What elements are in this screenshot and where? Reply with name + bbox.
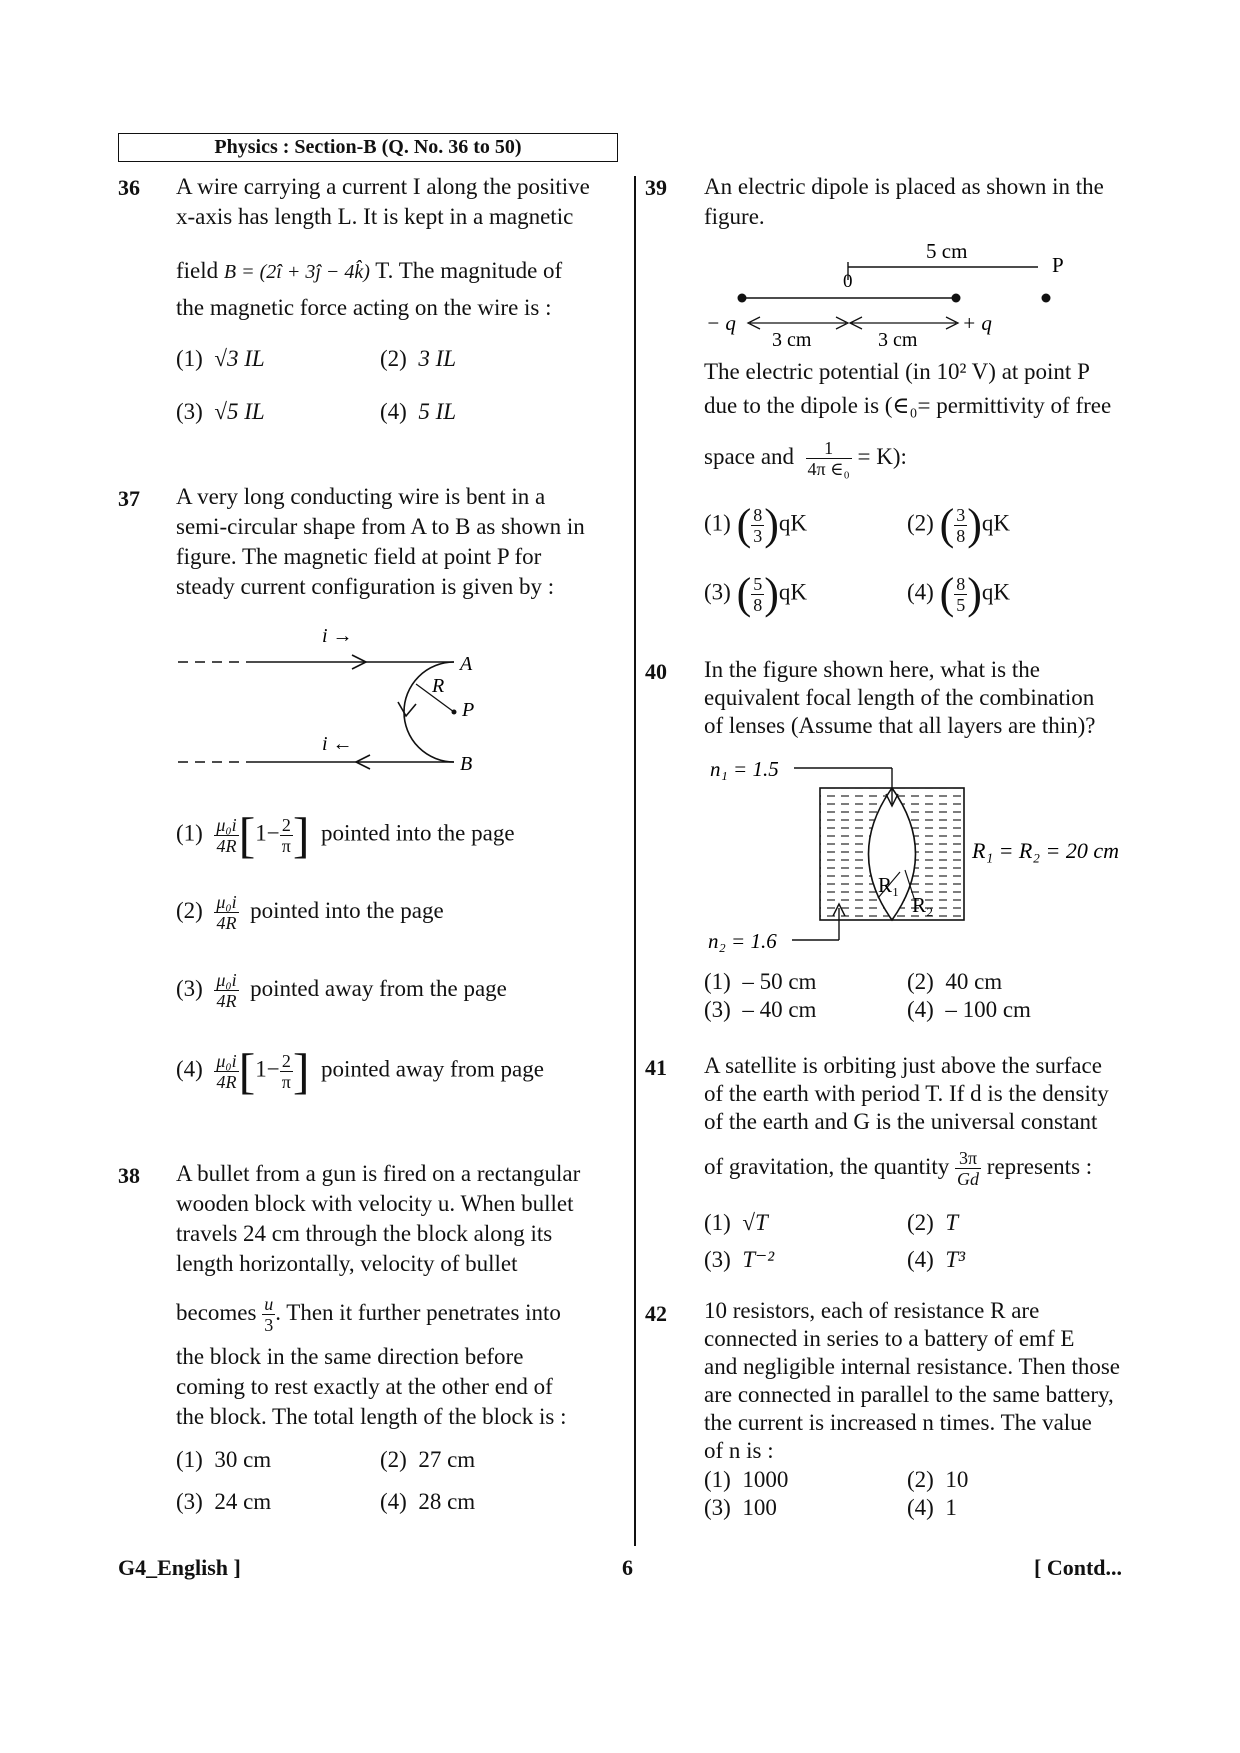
question-line: the magnetic force acting on the wire is : — [176, 295, 552, 320]
option-3[interactable]: (3) 100 — [704, 1495, 777, 1520]
option-1[interactable]: (1) √T — [704, 1210, 768, 1235]
option-2[interactable]: (2) 10 — [907, 1467, 969, 1492]
two-over-pi: $\frac{2}{\pi}$ — [281, 814, 291, 856]
n2-label: n₂ = 1.6 — [708, 929, 777, 953]
option-3[interactable]: (3) 24 cm — [176, 1489, 272, 1514]
r2-label: R₂ — [912, 893, 934, 917]
question-line: and negligible internal resistance. Then those — [704, 1354, 1120, 1379]
question-line: length horizontally, velocity of bullet — [176, 1251, 518, 1276]
question-line: the block. The total length of the block is : — [176, 1404, 567, 1429]
question-line: The electric potential (in 10² V) at point P — [704, 359, 1090, 384]
option-text: pointed away from the page — [250, 975, 507, 1001]
question-line: steady current configuration is given by : — [176, 574, 555, 599]
option-3[interactable]: (3) ( $\frac{5}{8}$ )qK — [704, 569, 808, 618]
option-2[interactable]: (2) ( $\frac{3}{8}$ )qK — [907, 500, 1011, 549]
option-1[interactable]: (1) 30 cm — [176, 1447, 272, 1472]
option-1[interactable]: (1) $\frac{\text{μ₀i}}{4R}$ [1− $\frac{2}{\pi}$ ] pointed into the page — [176, 807, 515, 863]
distance-3cm-left: 3 cm — [772, 329, 812, 351]
option-2[interactable]: (2) 40 cm — [907, 969, 1003, 994]
question-line: the block in the same direction before — [176, 1344, 524, 1369]
question-text-continued — [704, 357, 1144, 421]
origin-label: 0 — [843, 271, 853, 292]
distance-3cm-right: 3 cm — [878, 329, 918, 351]
point-p-label: P — [1052, 253, 1064, 277]
plus-q-label: + q — [962, 311, 992, 335]
question-number: 37 — [118, 486, 140, 511]
option-text: pointed away from page — [321, 1056, 544, 1082]
mu-fraction: $\frac{\text{μ₀i}}{4R}$ — [216, 814, 237, 856]
mu-fraction: $\frac{\text{μ₀i}}{4R}$ — [216, 970, 237, 1011]
field-label: field — [176, 258, 219, 283]
dipole-figure — [700, 232, 1100, 352]
becomes-line: becomes $\frac{u}{3}$ . Then it further penetrates into — [176, 1294, 561, 1335]
question-number: 42 — [645, 1301, 667, 1326]
option-4[interactable]: (4) T³ — [907, 1247, 966, 1272]
question-text — [704, 1297, 1144, 1465]
question-text — [704, 655, 1144, 741]
footer-paper-code: G4_English ] — [118, 1555, 241, 1580]
point-b-label: B — [460, 753, 473, 775]
option-2[interactable]: (2) T — [907, 1210, 959, 1235]
question-line: the current is increased n times. The value — [704, 1410, 1092, 1435]
question-number: 39 — [645, 175, 667, 200]
r1-label: R₁ — [878, 873, 900, 897]
question-line: equivalent focal length of the combination — [704, 685, 1095, 710]
question-line: connected in series to a battery of emf E — [704, 1326, 1075, 1351]
option-3[interactable]: (3) – 40 cm — [704, 997, 817, 1022]
footer-page-number: 6 — [622, 1555, 633, 1580]
question-line: A very long conducting wire is bent in a — [176, 484, 546, 509]
question-line: of the earth and G is the universal constant — [704, 1109, 1098, 1134]
option-1[interactable]: (1) – 50 cm — [704, 969, 817, 994]
question-line: A wire carrying a current I along the positive — [176, 174, 590, 199]
field-unit-text: T. The magnitude of — [375, 258, 563, 283]
question-line: An electric dipole is placed as shown in the — [704, 174, 1104, 199]
option-4[interactable]: (4) ( $\frac{8}{5}$ )qK — [907, 569, 1011, 618]
question-text — [176, 482, 616, 602]
question-line: of the earth with period T. If d is the density — [704, 1081, 1109, 1106]
mu-fraction: $\frac{\text{μ₀i}}{4R}$ — [216, 1050, 237, 1092]
section-header: Physics : Section-B (Q. No. 36 to 50) — [118, 133, 618, 162]
question-text — [176, 1159, 616, 1279]
question-text — [176, 172, 616, 232]
mu-fraction: $\frac{\text{μ₀i}}{4R}$ — [216, 892, 237, 933]
question-text — [704, 172, 1144, 232]
option-1[interactable]: (1) ( $\frac{8}{3}$ )qK — [704, 500, 808, 549]
n1-label: n₁ = 1.5 — [710, 757, 779, 781]
option-2[interactable]: (2) $\frac{\text{μ₀i}}{4R}$ pointed into the page — [176, 892, 444, 933]
option-text: pointed into the page — [321, 820, 515, 846]
question-line: figure. The magnetic field at point P for — [176, 544, 542, 569]
field-line — [176, 256, 562, 287]
question-number: 40 — [645, 659, 667, 684]
question-line: due to the dipole is (∈₀= permittivity of free — [704, 393, 1112, 418]
semicircle-wire-figure — [170, 620, 510, 780]
two-over-pi: $\frac{2}{\pi}$ — [281, 1050, 291, 1092]
option-3[interactable]: (3) √5 IL — [176, 399, 265, 424]
question-line: A satellite is orbiting just above the surface — [704, 1053, 1102, 1078]
question-line: A bullet from a gun is fired on a rectangular — [176, 1161, 581, 1186]
question-line: x-axis has length L. It is kept in a magnetic — [176, 204, 574, 229]
question-line: 10 resistors, each of resistance R are — [704, 1298, 1040, 1323]
distance-5cm-label: 5 cm — [926, 239, 968, 263]
option-4[interactable]: (4) 28 cm — [380, 1489, 476, 1514]
question-number: 38 — [118, 1163, 140, 1188]
option-1[interactable]: (1) √3 IL — [176, 346, 265, 371]
option-4[interactable]: (4) 1 — [907, 1495, 957, 1520]
option-2[interactable]: (2) 27 cm — [380, 1447, 476, 1472]
question-line: are connected in parallel to the same battery, — [704, 1382, 1114, 1407]
question-line: In the figure shown here, what is the — [704, 657, 1040, 682]
point-a-label: A — [460, 653, 473, 675]
option-4[interactable]: (4) 5 IL — [380, 399, 457, 424]
column-divider — [634, 176, 636, 1546]
option-4[interactable]: (4) $\frac{\text{μ₀i}}{4R}$ [1− $\frac{2}{\pi}$ ] pointed away from page — [176, 1043, 544, 1099]
minus-q-label: − q — [706, 311, 736, 335]
question-text-continued — [176, 1342, 616, 1432]
current-label-bottom: i ← — [322, 733, 353, 755]
question-number: 36 — [118, 175, 140, 200]
field-equation: B = (2î + 3ĵ − 4k̂) — [223, 261, 370, 283]
option-3[interactable]: (3) T⁻² — [704, 1247, 775, 1272]
current-label-top: i → — [322, 625, 353, 647]
gravitation-line: of gravitation, the quantity $\frac{3\pi}{Gd}$ represents : — [704, 1148, 1093, 1189]
question-line: travels 24 cm through the block along its — [176, 1221, 553, 1246]
question-line: coming to rest exactly at the other end of — [176, 1374, 553, 1399]
footer-continued: [ Contd... — [1034, 1555, 1123, 1580]
k-definition: space and $\frac{1}{\text{4π ∈₀}}$ = K): — [704, 438, 907, 479]
option-2[interactable]: (2) 3 IL — [380, 346, 457, 371]
radius-equation: R₁ = R₂ = 20 cm — [972, 838, 1120, 863]
question-line: wooden block with velocity u. When bullet — [176, 1191, 574, 1216]
option-4[interactable]: (4) – 100 cm — [907, 997, 1031, 1022]
lens-combination-figure — [700, 752, 1140, 962]
option-3[interactable]: (3) $\frac{\text{μ₀i}}{4R}$ pointed away from the page — [176, 970, 507, 1011]
question-line: of n is : — [704, 1438, 774, 1463]
question-line: semi-circular shape from A to B as shown in — [176, 514, 585, 539]
question-line: of lenses (Assume that all layers are thin)? — [704, 713, 1096, 738]
question-text — [704, 1051, 1144, 1137]
point-p-label: P — [462, 699, 475, 721]
question-number: 41 — [645, 1055, 667, 1080]
radius-label: R — [432, 675, 445, 697]
question-line: figure. — [704, 204, 765, 229]
option-text: pointed into the page — [250, 897, 444, 923]
option-1[interactable]: (1) 1000 — [704, 1467, 789, 1492]
